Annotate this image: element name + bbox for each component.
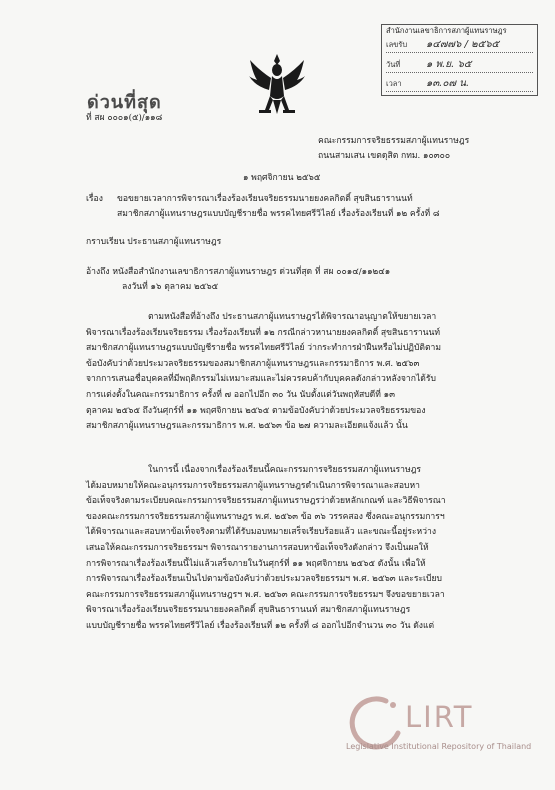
paragraph-line: สมาชิกสภาผู้แทนราษฎรแบบบัญชีรายชื่อ พรรคไทยศรีวิไลย์ ว่ากระทำการฝ่าฝืนหรือไม่ปฏิบัติตาม [86, 343, 442, 354]
stamp-header: สำนักงานเลขาธิการสภาผู้แทนราษฎร [386, 26, 507, 35]
paragraph-line: การพิจารณาเรื่องร้องเรียนนี้ไม่แล้วเสร็จภายในวันศุกร์ที่ ๑๑ พฤศจิกายน ๒๕๖๕ ดังนั้น เพื่อให้ [86, 558, 426, 569]
receipt-stamp [381, 24, 538, 96]
subject-line-2: สมาชิกสภาผู้แทนราษฎรแบบบัญชีรายชื่อ พรรคไทยศรีวิไลย์ เรื่องร้องเรียนที่ ๑๒ ครั้งที่ ๘ [117, 209, 440, 219]
paragraph-line: ข้อเท็จจริงตามระเบียบคณะกรรมการจริยธรรมสภาผู้แทนราษฎรว่าด้วยหลักเกณฑ์ และวิธีพิจารณา [86, 496, 446, 507]
subject-label: เรื่อง [86, 194, 103, 204]
watermark-logo-text: LIRT [405, 700, 474, 734]
stamp-label: เวลา [386, 79, 402, 88]
stamp-row-date [386, 58, 533, 73]
paragraph-line: สมาชิกสภาผู้แทนราษฎรและกรรมาธิการ พ.ศ. ๒๕๖๓ ข้อ ๒๗ ความละเอียดแจ้งแล้ว นั้น [86, 421, 408, 432]
stamp-value: ๑๔๗๗๖ / ๒๕๖๕ [426, 39, 500, 50]
paragraph-line: ตามหนังสือที่อ้างถึง ประธานสภาผู้แทนราษฎรได้พิจารณาอนุญาตให้ขยายเวลา [148, 312, 437, 322]
urgent-stamp: ด่วนที่สุด [87, 92, 162, 113]
stamp-row-time [386, 77, 533, 92]
body-paragraph-2 [86, 463, 498, 635]
organization-address: ถนนสามเสน เขตดุสิต กทม. ๑๐๓๐๐ [318, 151, 451, 161]
paragraph-line: ของคณะกรรมการจริยธรรมสภาผู้แทนราษฎร พ.ศ. ๒๕๖๓ ข้อ ๓๖ วรรคสอง ซึ่งคณะอนุกรรมการฯ [86, 511, 445, 522]
paragraph-line: จากการเสนอชื่อบุคคลที่มีพฤติกรรมไม่เหมาะสมและไม่ควรคบค้ากับบุคคลดังกล่าวหลังจากได้รับ [86, 374, 436, 385]
stamp-row-number [386, 38, 533, 53]
garuda-emblem-icon [247, 52, 307, 116]
paragraph-line: เสนอให้คณะกรรมการจริยธรรมฯ พิจารณารายงานการสอบหาข้อเท็จจริงดังกล่าว จึงเป็นผลให้ [86, 542, 429, 553]
paragraph-line: พิจารณาเรื่องร้องเรียนจริยธรรม เรื่องร้องเรียนที่ ๑๒ กรณีกล่าวหานายยงคลกิตติ์ สุขสินธารานนท์ [86, 327, 441, 338]
watermark-caption: Legislative Institutional Repository of Thailand [346, 742, 532, 751]
stamp-label: เลขรับ [386, 40, 408, 49]
letter-date: ๑ พฤศจิกายน ๒๕๖๕ [243, 173, 321, 183]
paragraph-line: ในการนี้ เนื่องจากเรื่องร้องเรียนนี้คณะกรรมการจริยธรรมสภาผู้แทนราษฎร [148, 465, 422, 475]
paragraph-line: ตุลาคม ๒๕๖๕ ถึงวันศุกร์ที่ ๑๑ พฤศจิกายน ๒๕๖๕ ตามข้อบังคับว่าด้วยประมวลจริยธรรมของ [86, 405, 426, 416]
body-paragraph-1 [86, 310, 498, 435]
salutation: กราบเรียน ประธานสภาผู้แทนราษฎร [86, 237, 222, 247]
reference-line-2: ลงวันที่ ๑๖ ตุลาคม ๒๕๖๕ [122, 282, 219, 292]
stamp-label: วันที่ [386, 60, 401, 69]
stamp-value: ๑๓.๐๗ น. [426, 78, 470, 89]
paragraph-line: คณะกรรมการจริยธรรมสภาผู้แทนราษฎรฯ พ.ศ. ๒๕๖๓ คณะกรรมการจริยธรรมฯ จึงขอขยายเวลา [86, 589, 445, 600]
subject-line-1: ขอขยายเวลาการพิจารณาเรื่องร้องเรียนจริยธรรมนายยงคลกิตติ์ สุขสินธารานนท์ [117, 194, 413, 204]
paragraph-line: ได้มอบหมายให้คณะอนุกรรมการจริยธรรมสภาผู้แทนราษฎรดำเนินการพิจารณาและสอบหา [86, 480, 420, 491]
paragraph-line: การพิจารณาเรื่องร้องเรียนเป็นไปตามข้อบังคับว่าด้วยประมวลจริยธรรมฯ พ.ศ. ๒๕๖๓ และระเบียบ [86, 574, 442, 585]
paragraph-line: พิจารณาเรื่องร้องเรียนจริยธรรมนายยงคลกิตติ์ สุขสินธารานนท์ สมาชิกสภาผู้แทนราษฎร [86, 605, 411, 616]
stamp-value: ๑ พ.ย. ๖๕ [426, 59, 472, 70]
organization-name: คณะกรรมการจริยธรรมสภาผู้แทนราษฎร [318, 136, 470, 146]
paragraph-line: ได้พิจารณาและสอบหาข้อเท็จจริงตามที่ได้รับมอบหมายเสร็จเรียบร้อยแล้ว และขณะนี้อยู่ระหว่าง [86, 527, 437, 538]
reference-line-1: อ้างถึง หนังสือสำนักงานเลขาธิการสภาผู้แทนราษฎร ด่วนที่สุด ที่ สผ ๐๐๑๔/๑๑๒๔๑ [86, 267, 391, 277]
paragraph-line: ข้อบังคับว่าด้วยประมวลจริยธรรมของสมาชิกสภาผู้แทนราษฎรและกรรมาธิการ พ.ศ. ๒๕๖๓ [86, 358, 420, 369]
paragraph-line: แบบบัญชีรายชื่อ พรรคไทยศรีวิไลย์ เรื่องร้องเรียนที่ ๑๒ ครั้งที่ ๘ ออกไปอีกจำนวน ๓๐ วัน ดังแต่ [86, 620, 435, 631]
reference-number: ที่ สผ ๐๐๐๑(๕)/๑๑๘ [86, 113, 163, 123]
paragraph-line: การแต่งตั้งในคณะกรรมาธิการ ครั้งที่ ๗ ออกไปอีก ๓๐ วัน นับตั้งแต่วันพฤหัสบดีที่ ๑๓ [86, 389, 395, 400]
